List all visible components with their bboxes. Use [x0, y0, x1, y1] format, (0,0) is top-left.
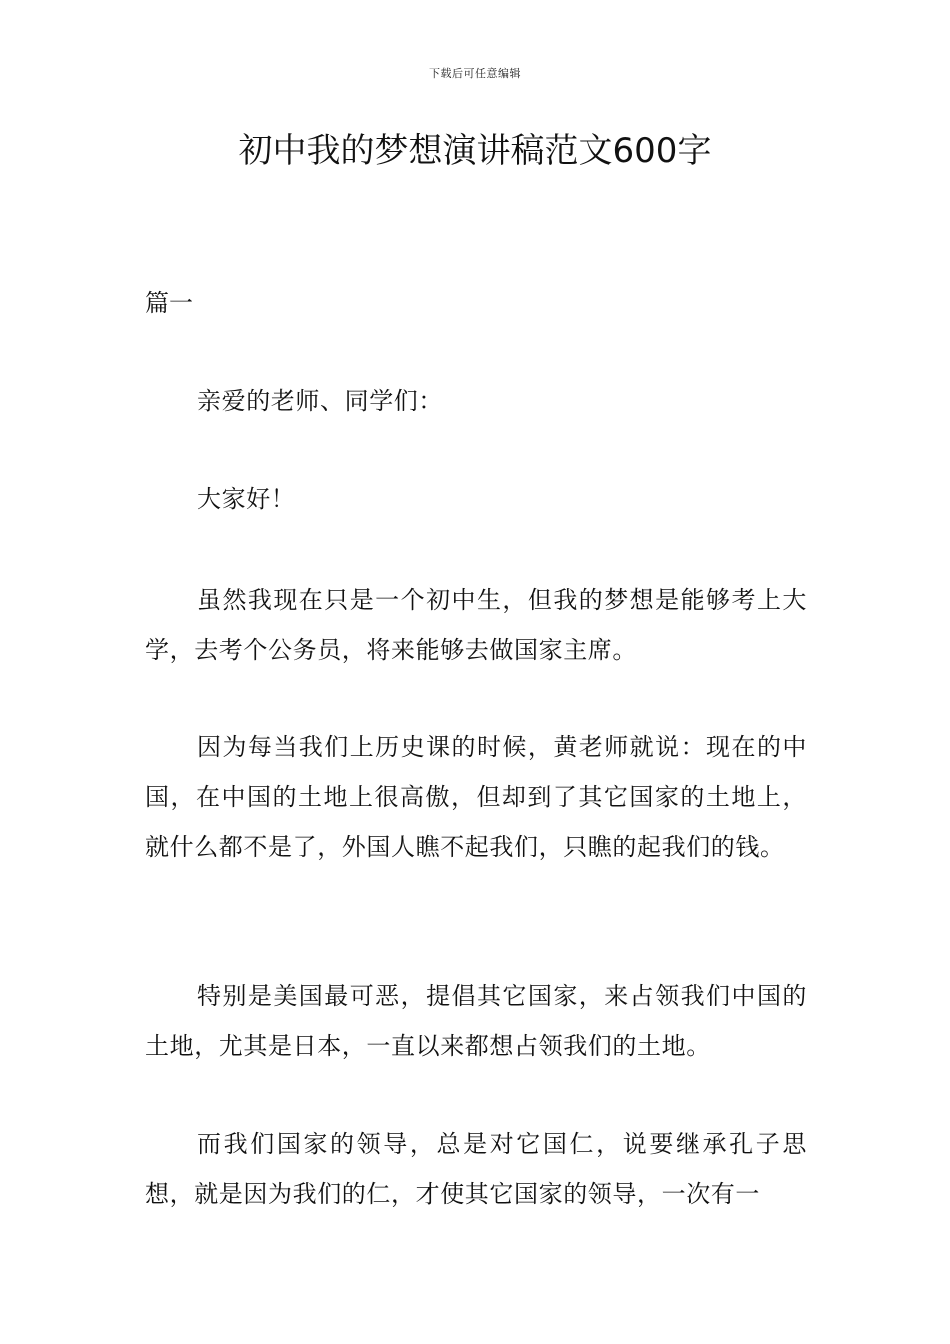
hello-paragraph: 大家好！: [197, 485, 296, 513]
document-title: 初中我的梦想演讲稿范文600字: [238, 131, 712, 171]
body-paragraph: 而我们国家的领导，总是对它国仁，说要继承孔子思想，就是因为我们的仁，才使其它国家的领导，一次有一: [145, 1130, 807, 1208]
header-note: 下载后可任意编辑: [429, 67, 521, 80]
body-paragraph: 虽然我现在只是一个初中生，但我的梦想是能够考上大学，去考个公务员，将来能够去做国家主席。: [145, 586, 807, 664]
greeting-paragraph: 亲爱的老师、同学们：: [197, 387, 443, 415]
section-label: 篇一: [145, 289, 193, 317]
body-paragraph: 特别是美国最可恶，提倡其它国家，来占领我们中国的土地，尤其是日本，一直以来都想占领我们的土地。: [145, 982, 807, 1060]
body-paragraph: 因为每当我们上历史课的时候，黄老师就说：现在的中国，在中国的土地上很高傲，但却到了其它国家的土地上，就什么都不是了，外国人瞧不起我们，只瞧的起我们的钱。: [145, 733, 807, 861]
